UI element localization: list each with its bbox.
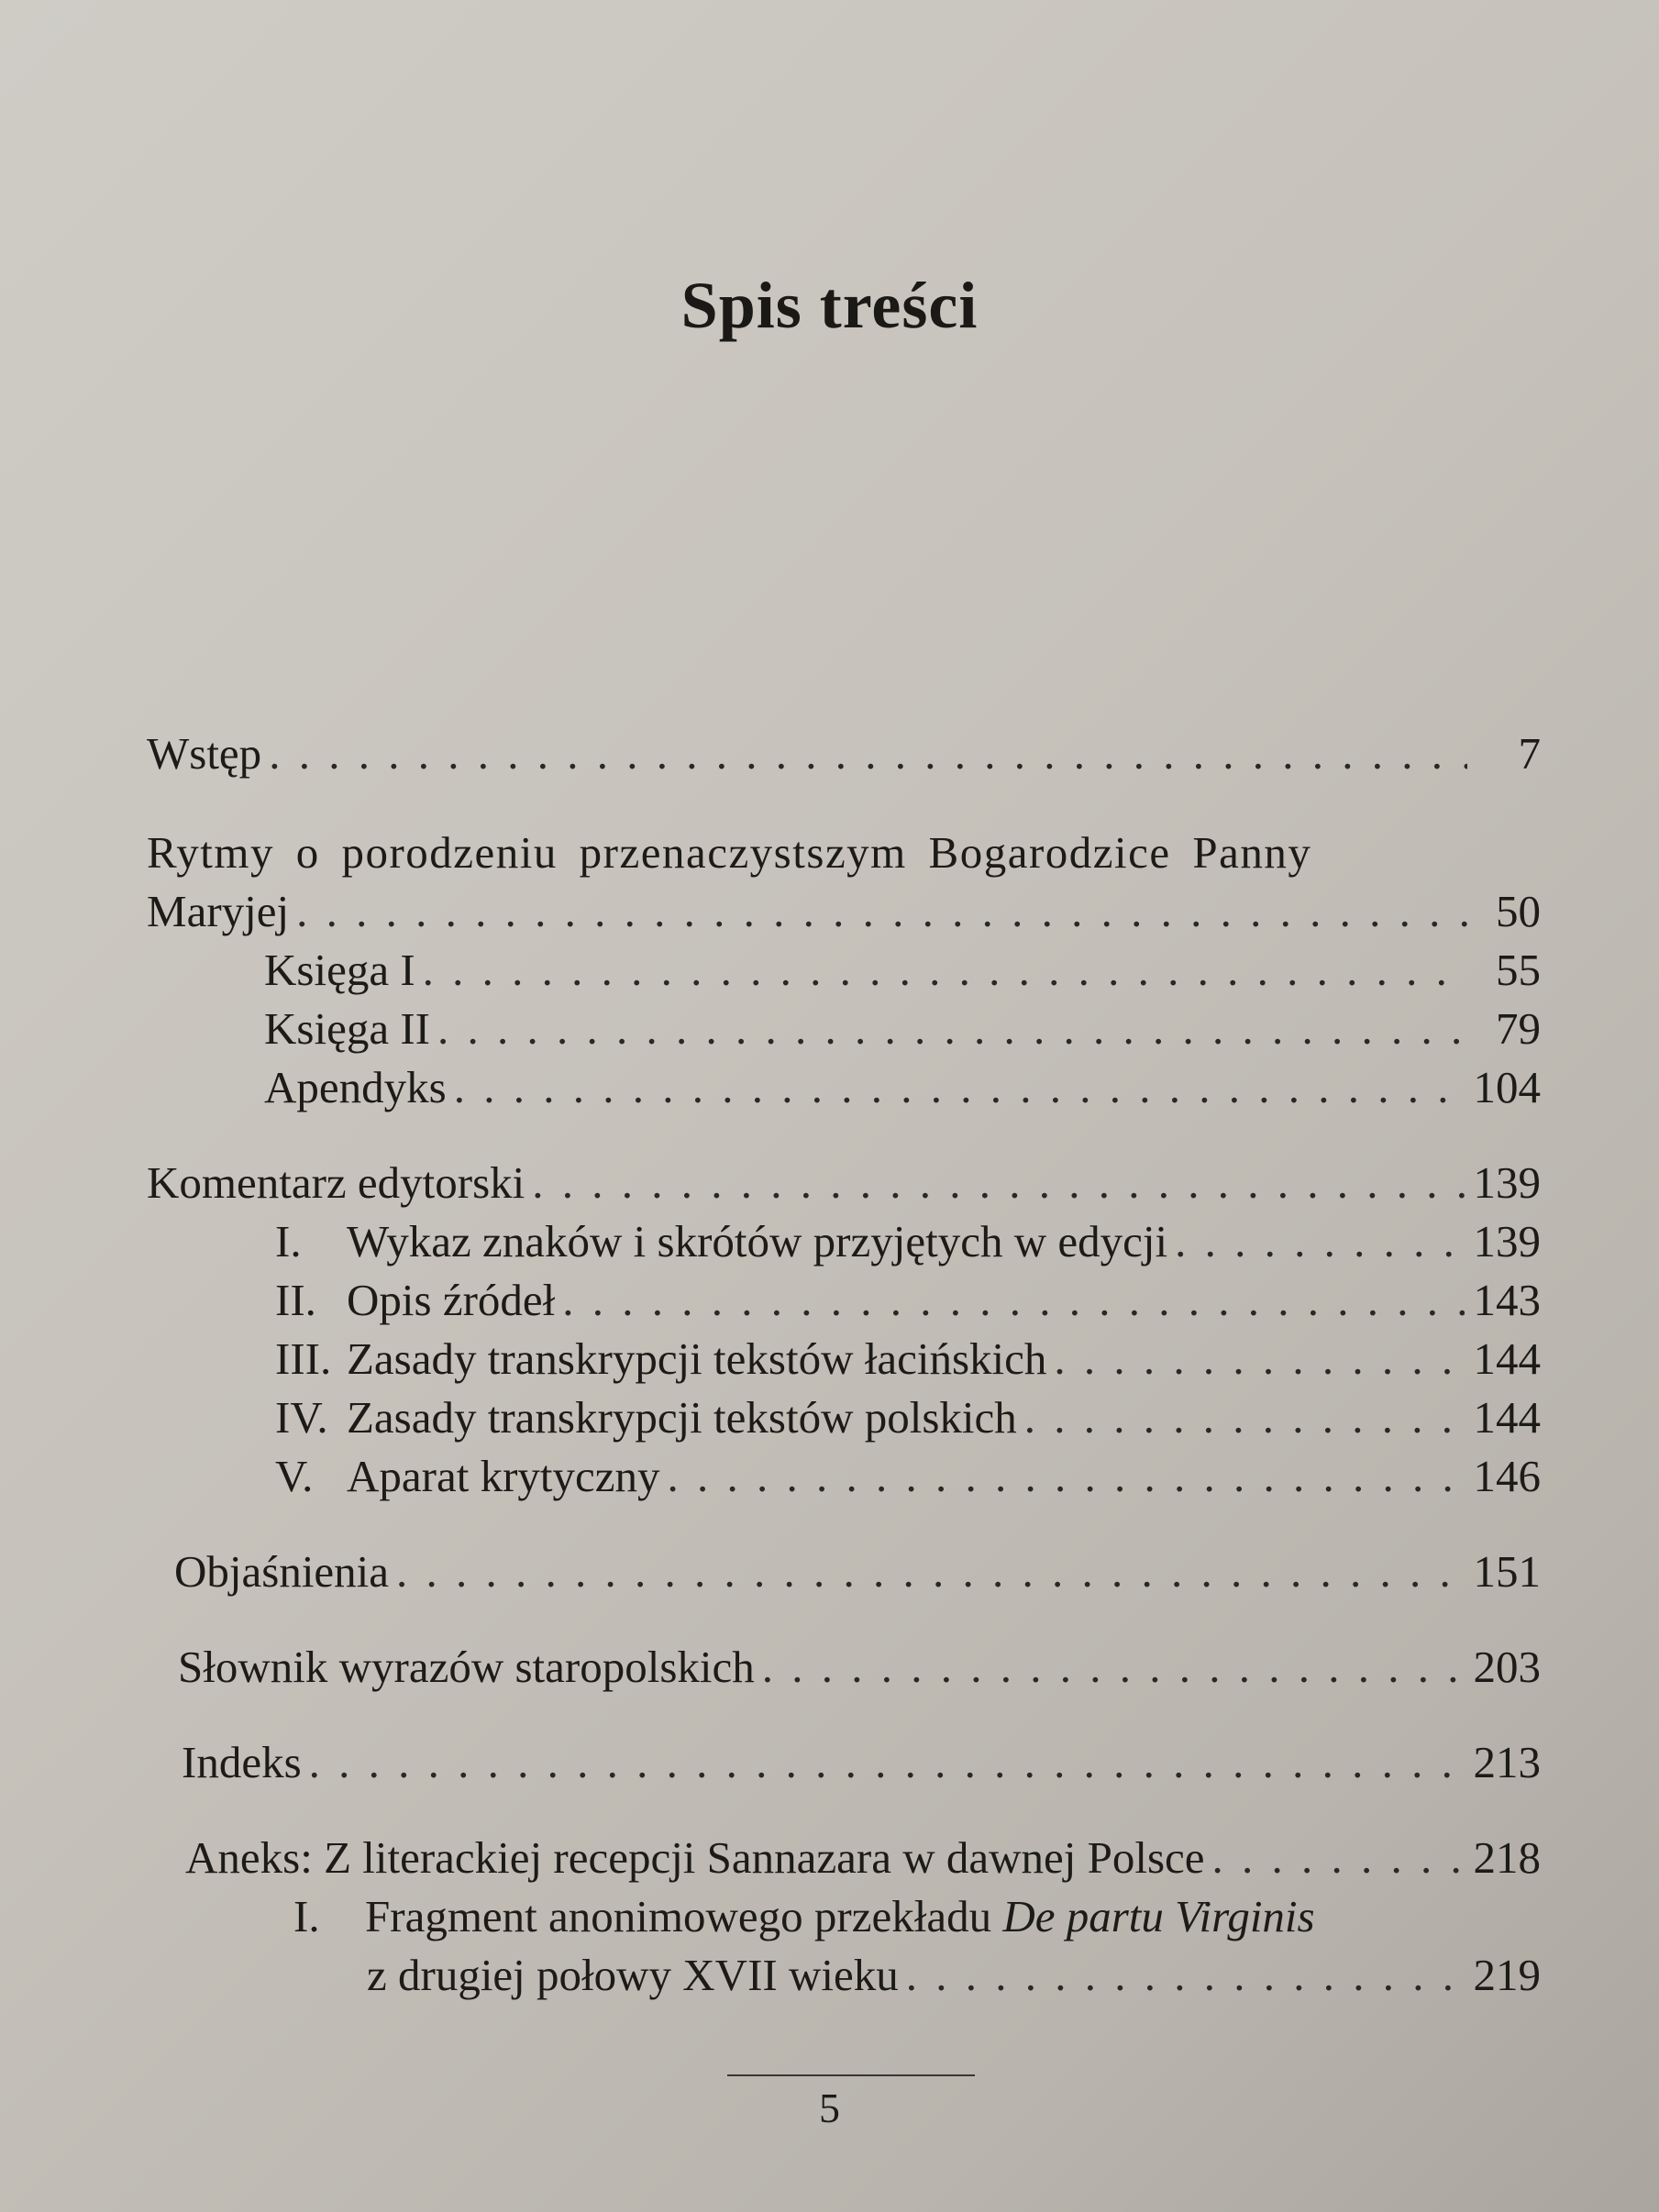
leader-dots <box>532 1154 1464 1212</box>
toc-page-number: 139 <box>1473 1216 1541 1266</box>
leader-dots <box>1054 1330 1464 1388</box>
leader-dots <box>296 882 1467 941</box>
toc-roman-numeral: III. <box>275 1333 332 1384</box>
toc-page-number: 218 <box>1473 1832 1541 1883</box>
page-title: Spis treści <box>680 269 979 342</box>
toc-entry-apendyks <box>147 1058 1541 1117</box>
leader-dots <box>668 1447 1465 1506</box>
toc-entry-komentarz-4 <box>147 1388 1541 1447</box>
toc-label: Zasady transkrypcji tekstów łacińskich <box>347 1333 1047 1384</box>
leader-dots <box>396 1543 1464 1601</box>
toc-roman-numeral: IV. <box>275 1392 328 1443</box>
toc-entry-slownik <box>147 1638 1541 1697</box>
toc-entry-komentarz-2 <box>147 1271 1541 1330</box>
toc-roman-numeral: II. <box>275 1275 316 1325</box>
leader-dots <box>1024 1388 1465 1447</box>
toc-entry-komentarz-1 <box>147 1212 1541 1271</box>
toc-entry-objasnienia <box>147 1543 1541 1601</box>
toc-label: Komentarz edytorski <box>147 1157 525 1208</box>
toc-page-number: 50 <box>1496 886 1541 936</box>
toc-roman-numeral: V. <box>275 1451 314 1501</box>
toc-entry-aneks-1 <box>147 1946 1541 2005</box>
toc-label: Zasady transkrypcji tekstów polskich <box>347 1392 1017 1443</box>
toc-entry-rytmy <box>147 882 1541 941</box>
toc-entry-aneks-1-line1 <box>147 1887 1541 1946</box>
toc-roman-numeral: I. <box>275 1216 302 1266</box>
toc-page-number: 139 <box>1473 1157 1541 1208</box>
toc-page-number: 7 <box>1518 728 1541 779</box>
toc-entry-ksiega-1 <box>147 941 1541 1000</box>
leader-dots <box>423 941 1467 1000</box>
leader-dots <box>762 1638 1465 1697</box>
toc-label: Aneks: Z literackiej recepcji Sannazara w dawnej Polsce <box>185 1832 1205 1883</box>
toc-page-number: 213 <box>1473 1737 1541 1787</box>
toc-entry-aneks <box>147 1829 1541 1887</box>
toc-page-number: 151 <box>1473 1546 1541 1597</box>
toc-entry-komentarz-5 <box>147 1447 1541 1506</box>
toc-page-number: 203 <box>1473 1642 1541 1692</box>
toc-label: Apendyks <box>264 1062 447 1112</box>
toc-label-italic: De partu Virginis <box>1002 1891 1315 1941</box>
toc-page-number: 219 <box>1473 1950 1541 2000</box>
toc-label: Indeks <box>182 1737 302 1787</box>
toc-label: Wstęp <box>147 728 262 779</box>
toc-label: Wykaz znaków i skrótów przyjętych w edycji <box>347 1216 1168 1266</box>
toc-entry-rytmy-line1: Rytmy o porodzeniu przenaczystszym Bogarodzice Panny <box>147 827 1312 878</box>
leader-dots <box>562 1271 1464 1330</box>
toc-page-number: 55 <box>1496 945 1541 995</box>
toc-page-number: 104 <box>1473 1062 1541 1112</box>
toc-label: Aparat krytyczny <box>347 1451 660 1501</box>
leader-dots <box>437 1000 1467 1058</box>
page-number: 5 <box>819 2085 840 2131</box>
toc-label: Słownik wyrazów staropolskich <box>178 1642 755 1692</box>
leader-dots <box>309 1733 1465 1792</box>
toc-label: Księga II <box>264 1003 430 1054</box>
toc-label: z drugiej połowy XVII wieku <box>367 1950 899 2000</box>
leader-dots <box>1175 1212 1464 1271</box>
toc-entry-komentarz <box>147 1154 1541 1212</box>
table-of-contents <box>147 724 1541 2005</box>
toc-label: Fragment anonimowego przekładu <box>365 1891 1003 1941</box>
footer-rule <box>727 2074 975 2076</box>
toc-entry-wstep <box>147 724 1541 783</box>
toc-label: Księga I <box>264 945 415 995</box>
toc-page-number: 146 <box>1473 1451 1541 1501</box>
toc-label: Objaśnienia <box>174 1546 390 1597</box>
toc-entry-ksiega-2 <box>147 1000 1541 1058</box>
leader-dots <box>269 724 1467 783</box>
toc-page-number: 144 <box>1473 1392 1541 1443</box>
leader-dots <box>454 1058 1465 1117</box>
leader-dots <box>1212 1829 1465 1887</box>
toc-label: Opis źródeł <box>347 1275 556 1325</box>
toc-entry-komentarz-3 <box>147 1330 1541 1388</box>
toc-page-number: 144 <box>1473 1333 1541 1384</box>
toc-page-number: 143 <box>1473 1275 1541 1325</box>
toc-entry-indeks <box>147 1733 1541 1792</box>
leader-dots <box>906 1946 1465 2005</box>
toc-roman-numeral: I. <box>293 1891 320 1941</box>
toc-page-number: 79 <box>1496 1003 1541 1054</box>
toc-label: Maryjej <box>147 886 290 936</box>
